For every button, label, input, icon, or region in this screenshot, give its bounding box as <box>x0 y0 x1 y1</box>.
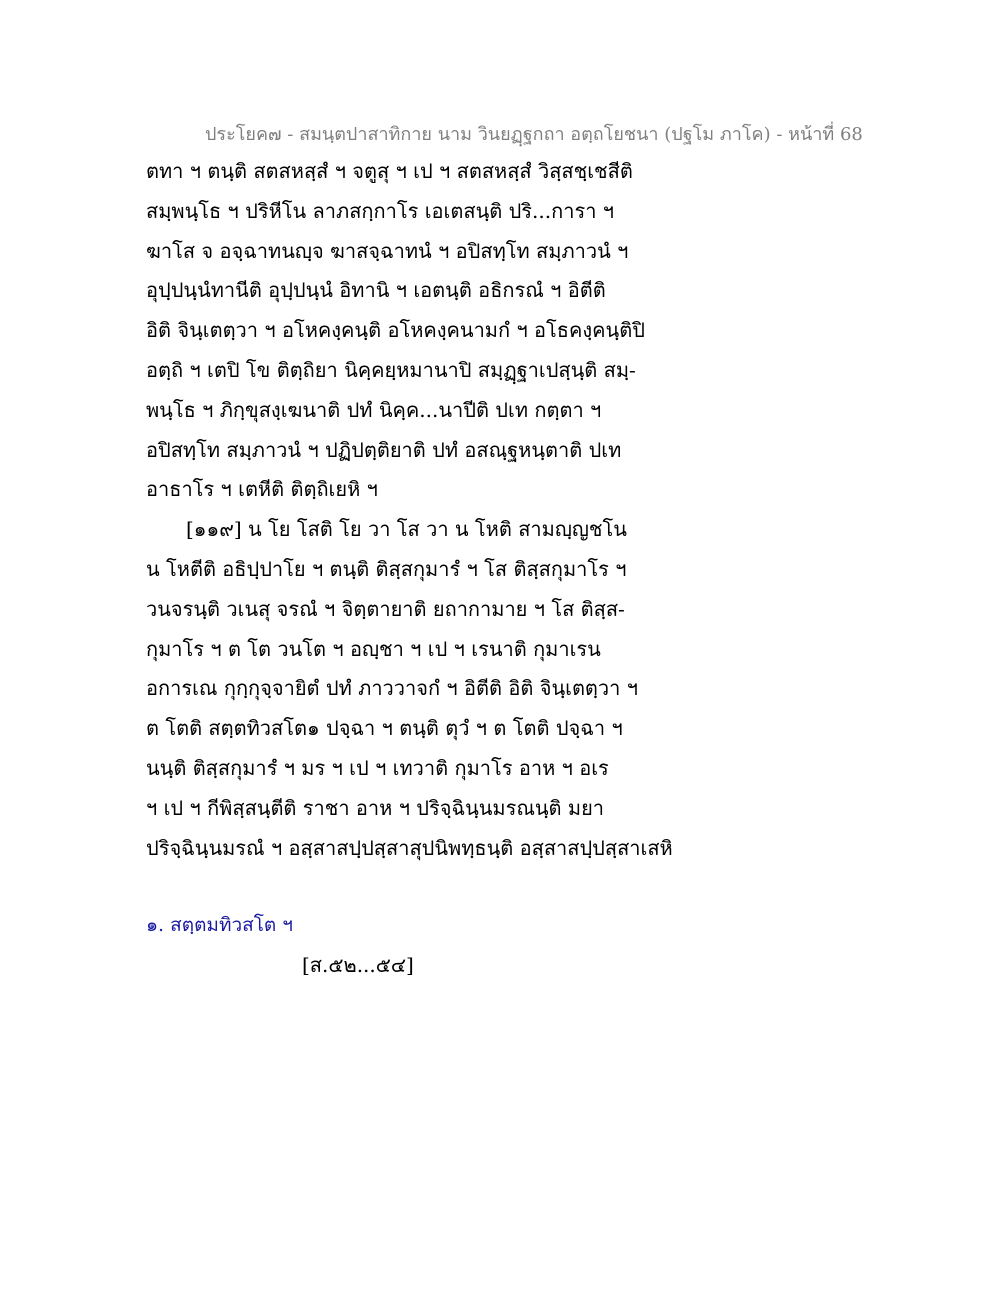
text-line: ฯ เป ฯ กีพิสฺสนฺตีติ ราชา อาห ฯ ปริจฺฉินฺนมรณนฺติ มยา <box>146 795 605 820</box>
text-line: วนจรนฺติ วเนสุ จรณํ ฯ จิตฺตายาติ ยถากามาย ฯ โส ติสฺส- <box>146 596 625 621</box>
page-reference: [ส.๕๒...๕๔] <box>302 953 414 977</box>
footnote: ๑. สตฺตมทิวสโต ฯ <box>146 914 293 936</box>
text-line: ตทา ฯ ตนฺติ สตสหสฺสํ ฯ จตูสุ ฯ เป ฯ สตสหสฺสํ วิสฺสชฺเชสีติ <box>146 159 633 183</box>
text-line: อปิสทฺโท สมฺภาวนํ ฯ ปฏิปตฺติยาติ ปทํ อสณฺฐหนฺตาติ ปเท <box>146 437 622 462</box>
text-line: น โหตีติ อธิปฺปาโย ฯ ตนฺติ ติสฺสกุมารํ ฯ โส ติสฺสกุมาโร ฯ <box>146 556 627 581</box>
text-line: อการเณ กุกฺกุจฺจายิตํ ปทํ ภาววาจกํ ฯ อิตีติ อิติ จินฺเตตฺวา ฯ <box>146 676 638 701</box>
text-line: กุมาโร ฯ ต โต วนโต ฯ อญฺชา ฯ เป ฯ เรนาติ กุมาเรน <box>146 636 601 661</box>
text-line: อตฺถิ ฯ เตปิ โข ติตฺถิยา นิคฺคยฺหมานาปิ สมฺฏฺฐาเปสฺนฺติ สมฺ- <box>146 357 636 382</box>
text-line: นนฺติ ติสฺสกุมารํ ฯ มร ฯ เป ฯ เทวาติ กุมาโร อาห ฯ อเร <box>146 755 609 780</box>
text-line: อุปฺปนฺนํทานีติ อุปฺปนฺนํ อิทานิ ฯ เอตนฺติ อธิกรณํ ฯ อิตีติ <box>146 278 606 303</box>
text-line: ต โตติ สตฺตทิวสโต๑ ปจฺฉา ฯ ตนฺติ ตุวํ ฯ ต โตติ ปจฺฉา ฯ <box>146 716 623 741</box>
text-line: อิติ จินฺเตตฺวา ฯ อโหคงฺคนฺติ อโหคงฺคนามกํ ฯ อโธคงฺคนฺติปิ <box>146 318 645 343</box>
paragraph-start-line: [๑๑๙] น โย โสติ โย วา โส วา น โหติ สามญฺญชโน <box>186 517 627 542</box>
text-line: สมฺพนฺโธ ฯ ปริหีโน ลาภสกฺกาโร เอเตสนฺติ ปริ...การา ฯ <box>146 198 615 223</box>
text-line: ปริจฺฉินฺนมรณํ ฯ อสฺสาสปฺปสฺสาสุปนิพทฺธนฺติ อสฺสาสปฺปสฺสาเสหิ <box>146 835 673 860</box>
text-line: ฆาโส จ อจฺฉาทนญฺจ ฆาสจฺฉาทนํ ฯ อปิสทฺโท สมฺภาวนํ ฯ <box>146 238 629 263</box>
text-line: พนฺโธ ฯ ภิกฺขุสงฺเฆนาติ ปทํ นิคฺค...นาปีติ ปเท กตฺตา ฯ <box>146 397 602 422</box>
text-line: อาธาโร ฯ เตหีติ ติตฺถิเยหิ ฯ <box>146 477 378 502</box>
running-header: ประโยค๗ - สมนฺตปาสาทิกาย นาม วินยฏฺฐกถา อตฺถโยชนา (ปฐโม ภาโค) - หน้าที่ 68 <box>205 124 863 145</box>
body-text <box>146 158 706 874</box>
